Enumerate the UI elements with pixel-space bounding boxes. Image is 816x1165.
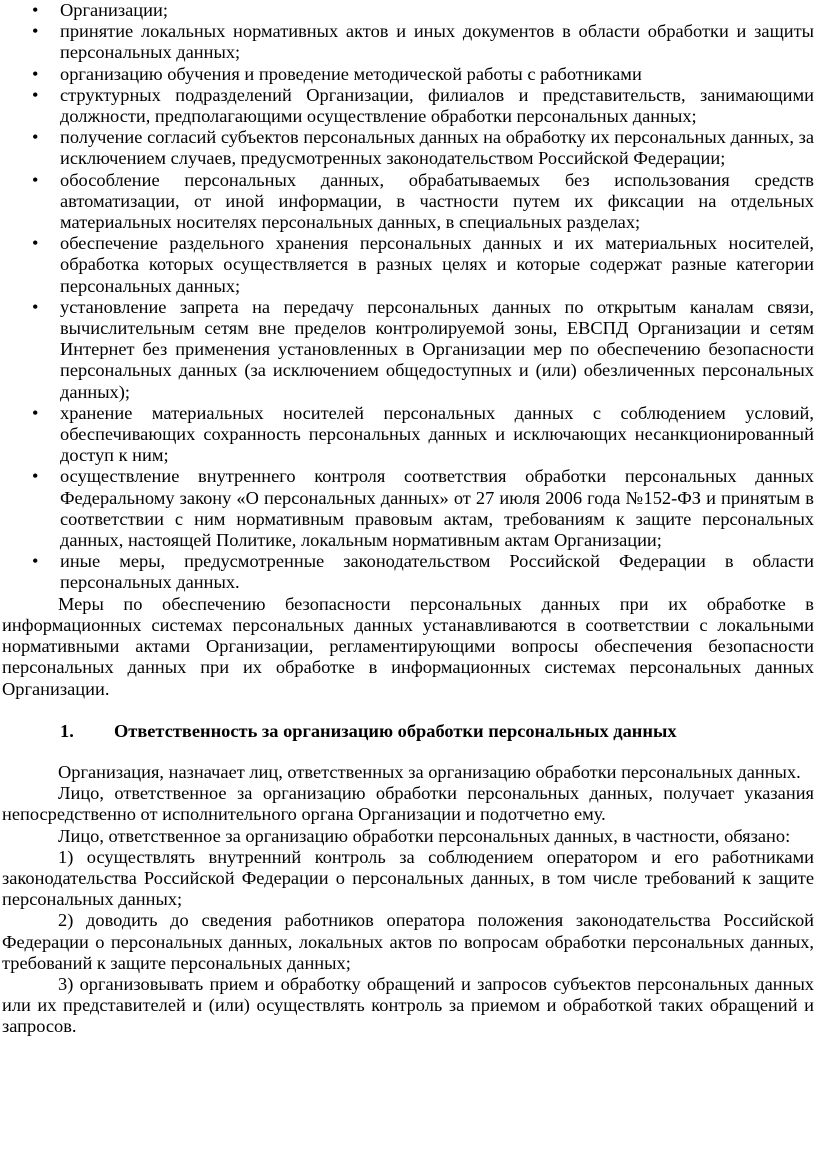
bullet-text: установление запрета на передачу персональных данных по открытым каналам связи, вычислительным сетям вне пределов контролируемой зоны, ЕВСПД Организации и сетям Интернет без применения установленных в Организации мер по обеспечению безопасности персональных данных (за исключением общедоступных и (или) обезличенных персональных данных); [60,296,814,402]
bullet-item [2,551,814,593]
bullet-marker: • [32,63,39,84]
bullet-marker: • [32,127,39,148]
bullet-text: обеспечение раздельного хранения персональных данных и их материальных носителей, обработка которых осуществляется в разных целях и которые содержат разные категории персональных данных; [60,233,814,296]
bullet-marker: • [32,0,39,20]
measures-bullet-list [2,0,814,594]
body-paragraph: Лицо, ответственное за организацию обработки персональных данных, получает указания непосредственно от исполнительного органа Организации и подотчетно ему. [2,783,814,825]
section-heading [2,721,814,742]
bullet-item [2,127,814,169]
bullet-item [2,403,814,467]
bullet-text: осуществление внутреннего контроля соответствия обработки персональных данных Федеральному закону «О персональных данных» от 27 июля 2006 года №152-ФЗ и принятым в соответствии с ним нормативным правовым актам, требованиям к защите персональных данных, настоящей Политике, локальным нормативным актам Организации; [60,466,814,551]
bullet-marker: • [32,21,39,42]
bullet-marker: • [32,233,39,254]
bullet-marker: • [32,402,39,423]
bullet-item [2,0,814,21]
bullet-text: Организации; [60,0,168,20]
body-paragraph: Организация, назначает лиц, ответственных за организацию обработки персональных данных. [58,761,801,782]
duty-item: 1) осуществлять внутренний контроль за соблюдением оператором и его работниками законодательства Российской Федерации о персональных данных, в том числе требований к защите персональных данных; [2,846,814,910]
section-number: 1. [60,720,74,741]
bullet-item [2,297,814,403]
bullet-text: хранение материальных носителей персональных данных с соблюдением условий, обеспечивающих сохранность персональных данных и исключающих несанкционированный доступ к ним; [60,402,814,466]
bullet-marker: • [32,551,39,572]
measures-paragraph: Меры по обеспечению безопасности персональных данных при их обработке в информационных системах персональных данных устанавливаются в соответствии с локальными нормативными актами Организации, регламентирующими вопросы обеспечения безопасности персональных данных при их обработке в информационных системах персональных данных Организации. [2,593,814,699]
bullet-item [2,233,814,297]
section-title: Ответственность за организацию обработки персональных данных [114,720,677,741]
bullet-text: иные меры, предусмотренные законодательством Российской Федерации в области персональных данных. [60,551,814,593]
bullet-item [2,21,814,63]
bullet-text: обособление персональных данных, обрабатываемых без использования средств автоматизации, от иной информации, в частности путем их фиксации на отдельных материальных носителях персональных данных, в специальных разделах; [60,169,814,233]
bullet-item [2,85,814,127]
bullet-marker: • [32,84,39,105]
bullet-item [2,170,814,234]
bullet-text: принятие локальных нормативных актов и иных документов в области обработки и защиты персональных данных; [60,21,814,63]
document-body [2,0,814,1038]
body-paragraph: Лицо, ответственное за организацию обработки персональных данных, в частности, обязано: [58,825,791,846]
bullet-marker: • [32,169,39,190]
bullet-item [2,466,814,551]
bullet-marker: • [32,466,39,487]
duty-item: 2) доводить до сведения работников оператора положения законодательства Российской Федерации о персональных данных, локальных актов по вопросам обработки персональных данных, требований к защите персональных данных; [2,910,814,973]
bullet-marker: • [32,296,39,317]
bullet-text: организацию обучения и проведение методической работы с работниками [60,63,642,84]
bullet-item [2,64,814,85]
bullet-text: получение согласий субъектов персональных данных на обработку их персональных данных, за исключением случаев, предусмотренных законодательством Российской Федерации; [60,127,814,169]
duty-item: 3) организовывать прием и обработку обращений и запросов субъектов персональных данных или их представителей и (или) осуществлять контроль за приемом и обработкой таких обращений и запросов. [2,973,814,1037]
bullet-text: структурных подразделений Организации, филиалов и представительств, занимающими должности, предполагающими осуществление обработки персональных данных; [60,84,814,127]
